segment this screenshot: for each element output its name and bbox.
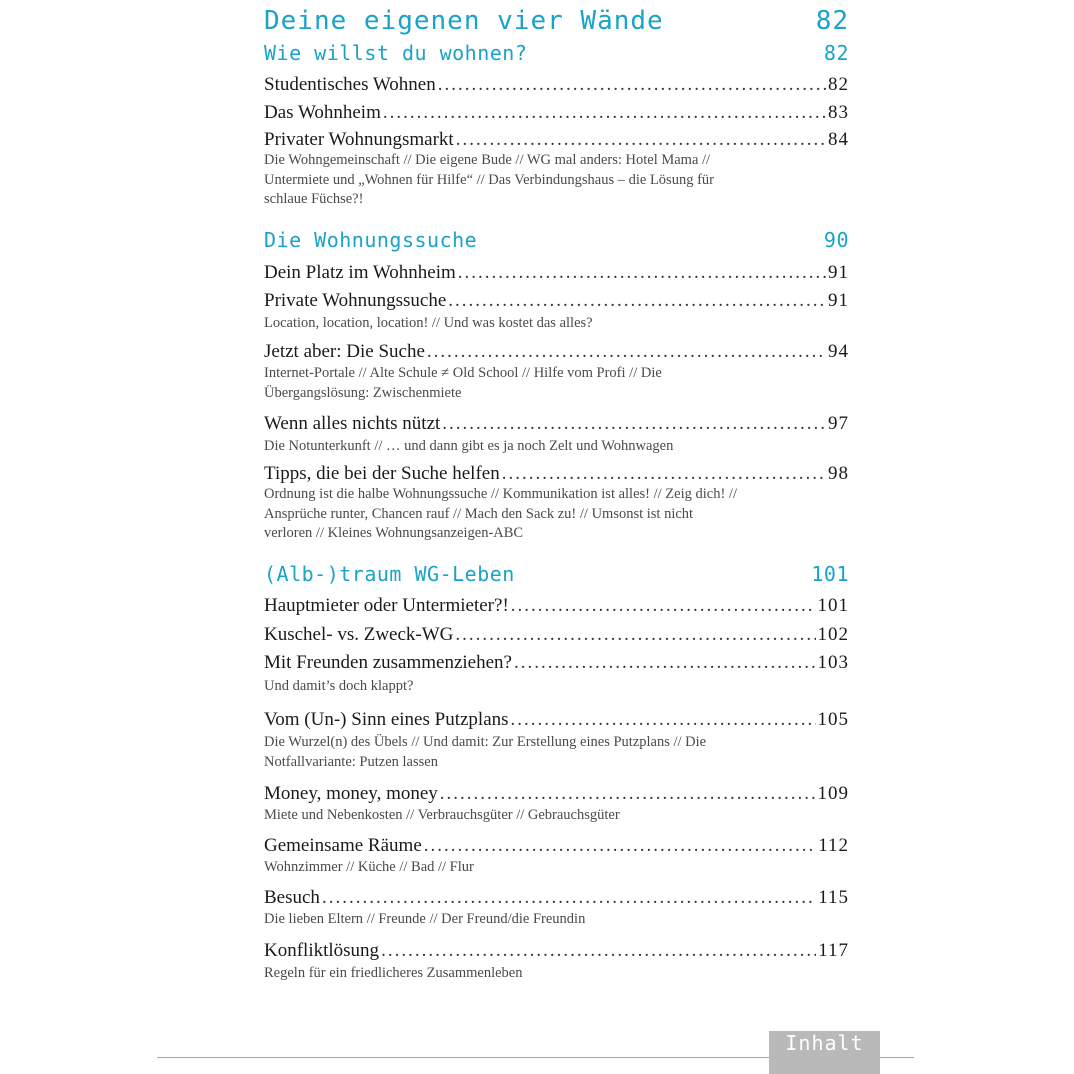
entry-page: 94 <box>828 341 849 362</box>
entry-title: Wenn alles nichts nützt <box>264 413 441 434</box>
leader-dots <box>458 262 826 284</box>
entry-page: 84 <box>828 129 849 150</box>
section-page: 101 <box>811 562 849 586</box>
entry-page: 101 <box>817 595 849 616</box>
leader-dots <box>514 652 816 674</box>
entry-page: 98 <box>828 463 849 484</box>
entry-subtopics: Miete und Nebenkosten // Verbrauchsgüter // Gebrauchsgüter <box>264 807 620 823</box>
toc-entry[interactable] <box>264 887 849 909</box>
section-page: 90 <box>823 228 849 252</box>
toc-entry[interactable] <box>264 835 849 857</box>
toc-entry[interactable] <box>264 624 849 646</box>
chapter-heading <box>264 6 849 36</box>
toc-entry[interactable] <box>264 74 849 96</box>
entry-title: Das Wohnheim <box>264 102 381 123</box>
entry-subtopics: Und damit’s doch klappt? <box>264 678 414 694</box>
section-heading <box>264 562 849 586</box>
entry-subtopics: Regeln für ein friedlicheres Zusammenleben <box>264 965 523 981</box>
entry-page: 117 <box>818 940 849 961</box>
toc-entry[interactable] <box>264 290 849 312</box>
leader-dots <box>442 413 826 435</box>
entry-title: Privater Wohnungsmarkt <box>264 129 454 150</box>
toc-entry[interactable] <box>264 940 849 962</box>
toc-entry[interactable] <box>264 709 849 731</box>
toc-entry[interactable] <box>264 129 849 151</box>
leader-dots <box>502 463 826 485</box>
leader-dots <box>455 624 815 646</box>
chapter-title: Deine eigenen vier Wände <box>264 6 664 36</box>
section-title: (Alb-)traum WG-Leben <box>264 562 515 586</box>
leader-dots <box>511 595 816 617</box>
chapter-page: 82 <box>815 6 849 36</box>
section-heading <box>264 228 849 252</box>
entry-page: 91 <box>828 290 849 311</box>
toc-entry[interactable] <box>264 413 849 435</box>
entry-subtopics: Location, location, location! // Und was kostet das alles? <box>264 315 593 331</box>
entry-page: 91 <box>828 262 849 283</box>
leader-dots <box>440 783 816 805</box>
entry-subtopics: Die lieben Eltern // Freunde // Der Freund/die Freundin <box>264 911 586 927</box>
leader-dots <box>448 290 826 312</box>
entry-page: 109 <box>817 783 849 804</box>
entry-page: 82 <box>828 74 849 95</box>
section-title: Die Wohnungssuche <box>264 228 478 252</box>
toc-entry[interactable] <box>264 341 849 363</box>
entry-subtopics: Die Wohngemeinschaft // Die eigene Bude // WG mal anders: Hotel Mama // Untermiete und „Wohnen für Hilfe“ // Das Verbindungshaus – die Lösung für schlaue Füchse?! <box>264 152 714 207</box>
section-title: Wie willst du wohnen? <box>264 41 528 65</box>
entry-subtopics: Die Wurzel(n) des Übels // Und damit: Zur Erstellung eines Putzplans // Die Notfallvariante: Putzen lassen <box>264 734 707 770</box>
entry-title: Konfliktlösung <box>264 940 380 961</box>
entry-page: 115 <box>818 887 849 908</box>
leader-dots <box>383 102 826 124</box>
leader-dots <box>381 940 816 962</box>
entry-subtopics: Wohnzimmer // Küche // Bad // Flur <box>264 859 474 875</box>
entry-title: Vom (Un-) Sinn eines Putzplans <box>264 709 509 730</box>
entry-title: Studentisches Wohnen <box>264 74 436 95</box>
section-heading <box>264 41 849 65</box>
entry-page: 102 <box>817 624 849 645</box>
entry-subtopics: Die Notunterkunft // … und dann gibt es ja noch Zelt und Wohnwagen <box>264 438 674 454</box>
leader-dots <box>424 835 816 857</box>
entry-page: 105 <box>817 709 849 730</box>
entry-title: Mit Freunden zusammenziehen? <box>264 652 512 673</box>
entry-page: 112 <box>818 835 849 856</box>
entry-title: Dein Platz im Wohnheim <box>264 262 456 283</box>
leader-dots <box>511 709 816 731</box>
entry-page: 97 <box>828 413 849 434</box>
footer-section-tab: Inhalt <box>769 1031 880 1074</box>
entry-title: Besuch <box>264 887 320 908</box>
toc-entry[interactable] <box>264 595 849 617</box>
entry-title: Money, money, money <box>264 783 438 804</box>
entry-title: Hauptmieter oder Untermieter?! <box>264 595 509 616</box>
entry-title: Jetzt aber: Die Suche <box>264 341 425 362</box>
leader-dots <box>438 74 826 96</box>
entry-subtopics: Internet-Portale // Alte Schule ≠ Old School // Hilfe vom Profi // Die Übergangslösung: Zwischenmiete <box>264 365 662 401</box>
entry-title: Kuschel- vs. Zweck-WG <box>264 624 454 645</box>
section-page: 82 <box>823 41 849 65</box>
entry-page: 103 <box>817 652 849 673</box>
leader-dots <box>427 341 826 363</box>
toc-entry[interactable] <box>264 262 849 284</box>
toc-entry[interactable] <box>264 102 849 124</box>
toc-entry[interactable] <box>264 652 849 674</box>
entry-title: Tipps, die bei der Suche helfen <box>264 463 500 484</box>
toc-entry[interactable] <box>264 783 849 805</box>
entry-title: Private Wohnungssuche <box>264 290 447 311</box>
toc-entry[interactable] <box>264 463 849 485</box>
entry-title: Gemeinsame Räume <box>264 835 422 856</box>
leader-dots <box>322 887 816 909</box>
entry-subtopics: Ordnung ist die halbe Wohnungssuche // Kommunikation ist alles! // Zeig dich! // Ansprüche runter, Chancen rauf // Mach den Sack zu! // Umsonst ist nicht verloren // Kleines Wohnungsanzeigen-ABC <box>264 486 737 541</box>
leader-dots <box>456 129 826 151</box>
entry-page: 83 <box>828 102 849 123</box>
